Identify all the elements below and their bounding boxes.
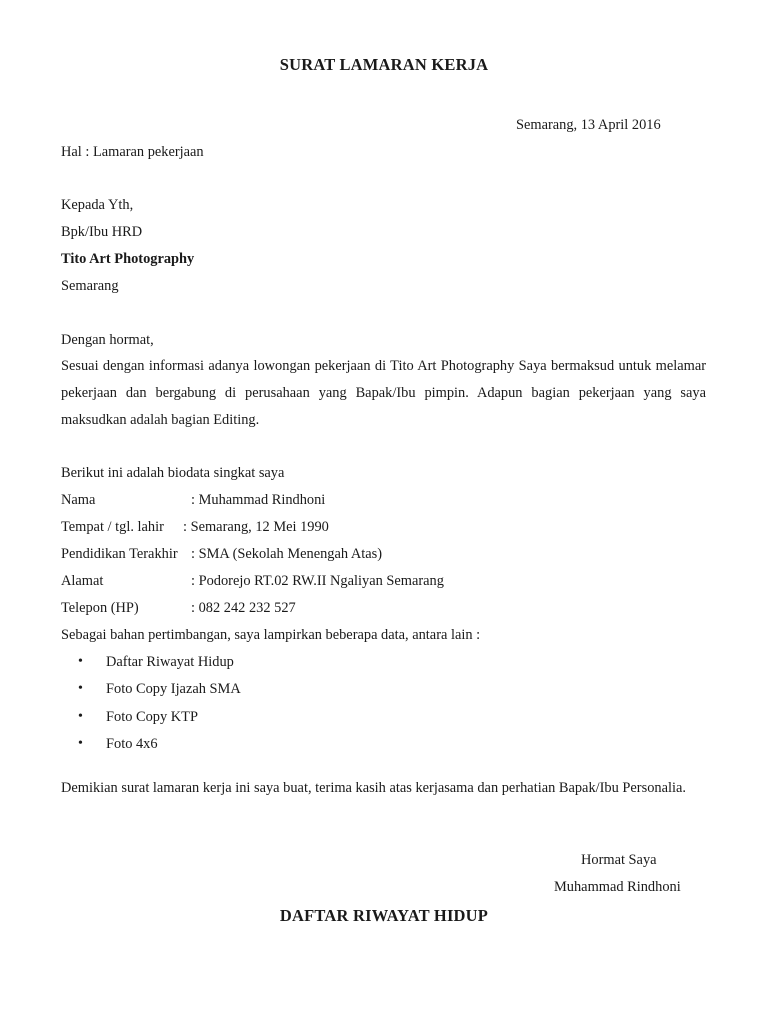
bio-value: : 082 242 232 527 — [191, 600, 296, 616]
attachment-item: Foto Copy KTP — [106, 709, 198, 725]
attachment-item: Foto 4x6 — [106, 736, 158, 752]
bullet-icon: • — [78, 654, 83, 669]
letter-date: Semarang, 13 April 2016 — [516, 117, 661, 133]
body-paragraph-1: Sesuai dengan informasi adanya lowongan pekerjaan di Tito Art Photography Saya bermaksud untuk melamar pekerjaan dan bergabung di perusahaan yang Bapak/Ibu pimpin. Adapun bagian pekerjaan yang saya maksudkan adalah bagian Editing. — [61, 358, 706, 428]
letter-title: SURAT LAMARAN KERJA — [279, 55, 489, 74]
bio-label: Alamat — [61, 573, 104, 589]
attachment-item: Foto Copy Ijazah SMA — [106, 681, 241, 697]
section-title-cv: DAFTAR RIWAYAT HIDUP — [279, 906, 489, 925]
bio-label: Telepon (HP) — [61, 600, 139, 616]
bio-row — [61, 544, 382, 564]
opening-salutation: Dengan hormat, — [61, 332, 154, 348]
bio-value: : Semarang, 12 Mei 1990 — [183, 519, 329, 535]
bio-intro: Berikut ini adalah biodata singkat saya — [61, 465, 285, 481]
bio-label: Nama — [61, 492, 96, 508]
signoff: Hormat Saya — [581, 852, 657, 868]
signer-name: Muhammad Rindhoni — [554, 879, 681, 895]
bio-row — [61, 598, 296, 618]
bullet-icon: • — [78, 709, 83, 724]
bullet-icon: • — [78, 681, 83, 696]
bio-row — [61, 517, 329, 537]
closing-paragraph: Demikian surat lamaran kerja ini saya buat, terima kasih atas kerjasama dan perhatian Bapak/Ibu Personalia. — [61, 780, 686, 796]
bio-row — [61, 571, 444, 591]
recipient-greeting: Kepada Yth, — [61, 197, 134, 213]
bio-label: Tempat / tgl. lahir — [61, 519, 164, 535]
bio-value: : SMA (Sekolah Menengah Atas) — [191, 546, 383, 562]
recipient-to: Bpk/Ibu HRD — [61, 224, 143, 240]
letter-subject: Hal : Lamaran pekerjaan — [61, 144, 204, 160]
recipient-city: Semarang — [61, 278, 119, 294]
bio-row — [61, 490, 325, 510]
recipient-company: Tito Art Photography — [61, 251, 195, 267]
attachments-intro: Sebagai bahan pertimbangan, saya lampirkan beberapa data, antara lain : — [61, 627, 481, 643]
bio-label: Pendidikan Terakhir — [61, 546, 178, 562]
attachment-item: Daftar Riwayat Hidup — [106, 654, 234, 670]
bio-value: : Podorejo RT.02 RW.II Ngaliyan Semarang — [191, 573, 444, 589]
bio-value: : Muhammad Rindhoni — [191, 492, 326, 508]
bullet-icon: • — [78, 736, 83, 751]
